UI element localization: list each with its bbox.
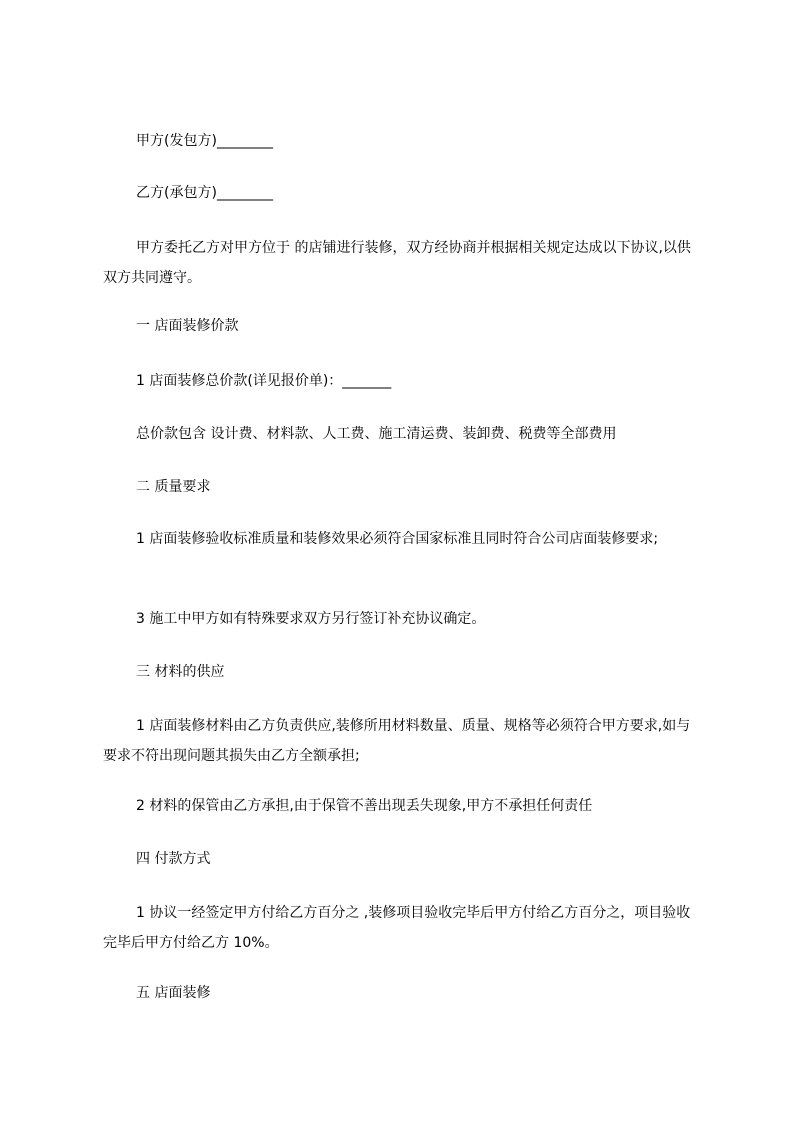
section-1-item-2: 总价款包含 设计费、材料款、人工费、施工清运费、装卸费、税费等全部费用 [136,426,617,442]
section-1-item-1-label: 1 店面装修总价款(详见报价单)： [136,373,343,389]
party-b-label: 乙方(承包方) [136,185,217,201]
section-1-item-1 [136,371,391,391]
party-a-blank: ________ [216,133,273,149]
section-3-heading: 三 材料的供应 [136,664,225,680]
section-2-item-1: 1 店面装修验收标准质量和装修效果必须符合国家标准且同时符合公司店面装修要求; [136,531,659,547]
party-a-line [136,131,273,151]
section-4-item-1: 1 协议一经签定甲方付给乙方百分之 ,装修项目验收完毕后甲方付给乙方百分之，项目验收完毕后甲方付给乙方 10%。 [103,905,691,951]
section-4-heading: 四 付款方式 [136,851,211,867]
section-2-heading: 二 质量要求 [136,479,211,495]
party-b-blank: ________ [216,185,273,201]
party-b-line [136,183,273,203]
section-1-heading: 一 店面装修价款 [136,318,239,334]
section-1-item-1-blank: _______ [342,373,392,389]
section-3-item-2: 2 材料的保管由乙方承担,由于保管不善出现丢失现象,甲方不承担任何责任 [136,798,593,814]
intro-paragraph: 甲方委托乙方对甲方位于 的店铺进行装修，双方经协商并根据相关规定达成以下协议,以供双方共同遵守。 [103,240,691,286]
party-a-label: 甲方(发包方) [136,133,217,149]
section-2-item-3: 3 施工中甲方如有特殊要求双方另行签订补充协议确定。 [136,611,486,627]
section-5-heading: 五 店面装修 [136,985,211,1001]
section-3-item-1: 1 店面装修材料由乙方负责供应,装修所用材料数量、质量、规格等必须符合甲方要求,如与要求不符出现问题其损失由乙方全额承担; [103,718,691,764]
